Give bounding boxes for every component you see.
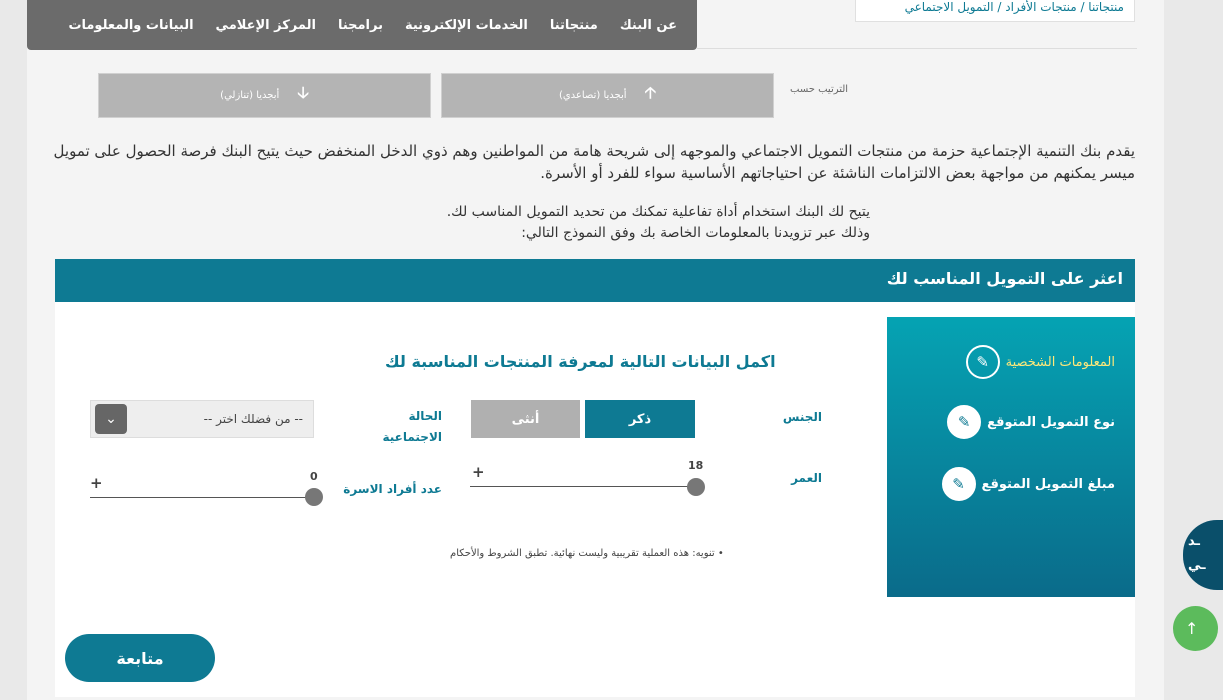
gender-female-button[interactable]: أنثى	[471, 400, 580, 438]
nav-item-products[interactable]: منتجاتنا	[549, 17, 598, 33]
finance-finder-card	[55, 259, 1135, 697]
sort-ascending-button[interactable]	[441, 73, 774, 118]
badge-text-1: ـد	[1188, 534, 1200, 549]
form-title: اكمل البيانات التالية لمعرفة المنتجات المناسبة لك	[385, 352, 776, 371]
arrow-up-icon: 🡡	[644, 83, 657, 102]
step-personal-info[interactable]	[966, 345, 1115, 379]
card-title: اعثر على التمويل المناسب لك	[55, 259, 1135, 302]
sort-descending-label: أبجديا (تنازلي)	[220, 90, 280, 101]
step-label: مبلغ التمويل المتوقع	[981, 476, 1115, 492]
continue-button[interactable]: متابعة	[65, 634, 215, 682]
gender-male-button[interactable]: ذكر	[585, 400, 695, 438]
arrow-up-icon: ↑	[1185, 619, 1199, 638]
chevron-down-icon: ⌄	[95, 404, 127, 434]
age-slider-track[interactable]	[470, 486, 696, 487]
breadcrumb[interactable]: منتجاتنا / منتجات الأفراد / التمويل الاجتماعي	[855, 0, 1135, 22]
age-label: العمر	[791, 471, 822, 485]
nav-item-data[interactable]: البيانات والمعلومات	[68, 17, 194, 33]
nav-item-programs[interactable]: برامجنا	[337, 17, 383, 33]
marital-status-label: الحالة الاجتماعية	[382, 409, 442, 444]
edit-icon: ✎	[947, 405, 981, 439]
badge-text-2: ـي	[1188, 558, 1206, 573]
family-size-value: 0	[310, 470, 318, 483]
sort-ascending-label: أبجديا (تصاعدي)	[558, 90, 627, 101]
nav-item-media-center[interactable]: المركز الإعلامي	[215, 17, 316, 33]
intro-line-1: يتيح لك البنك استخدام أداة تفاعلية تمكنك من تحديد التمويل المناسب لك.	[446, 204, 870, 220]
gender-label: الجنس	[782, 410, 822, 424]
intro-paragraph: يقدم بنك التنمية الإجتماعية حزمة من منتجات التمويل الاجتماعي والموجهه إلى شريحة هامة من المواطنين وهم ذوي الدخل المنخفض حيث يتيح البنك فرصة الحصول على تمويل ميسر يمكنهم من مواجهة بعض الالتزامات الناشئة عن احتياجاتهم الأساسية سواء للفرد أو الأسرة.	[53, 142, 1135, 182]
nav-item-eservices[interactable]: الخدمات الإلكترونية	[404, 17, 528, 33]
intro-line-2: وذلك عبر تزويدنا بالمعلومات الخاصة بك وفق النموذج التالي:	[521, 225, 870, 241]
intro-instructions	[50, 202, 870, 244]
age-slider-handle[interactable]	[687, 478, 705, 496]
nav-item-about[interactable]: عن البنك	[619, 17, 677, 33]
top-navigation	[27, 0, 697, 50]
disclaimer-note: • تنويه: هذه العملية تقريبية وليست نهائية. تطبق الشروط والأحكام	[450, 548, 724, 559]
step-label: نوع التمويل المتوقع	[987, 414, 1115, 430]
steps-sidebar	[887, 317, 1135, 597]
step-finance-type[interactable]	[947, 405, 1115, 439]
scroll-to-top-button[interactable]	[1173, 606, 1218, 651]
family-plus-icon[interactable]: +	[90, 474, 103, 492]
age-value: 18	[688, 459, 704, 472]
divider	[697, 48, 1137, 49]
family-slider-handle[interactable]	[305, 488, 323, 506]
select-value: -- من فضلك اختر --	[203, 412, 303, 426]
arrow-down-icon: 🡣	[297, 83, 309, 102]
sort-label: الترتيب حسب	[790, 84, 849, 95]
family-slider-track[interactable]	[90, 497, 315, 498]
marital-status-select[interactable]	[90, 400, 314, 438]
step-label: المعلومات الشخصية	[1005, 354, 1115, 370]
floating-help-badge[interactable]	[1183, 520, 1223, 590]
age-plus-icon[interactable]: +	[472, 463, 485, 481]
step-finance-amount[interactable]	[942, 467, 1116, 501]
edit-icon: ✎	[942, 467, 976, 501]
sort-descending-button[interactable]	[98, 73, 431, 118]
family-size-label: عدد أفراد الاسرة	[343, 482, 442, 496]
edit-icon: ✎	[966, 345, 1000, 379]
